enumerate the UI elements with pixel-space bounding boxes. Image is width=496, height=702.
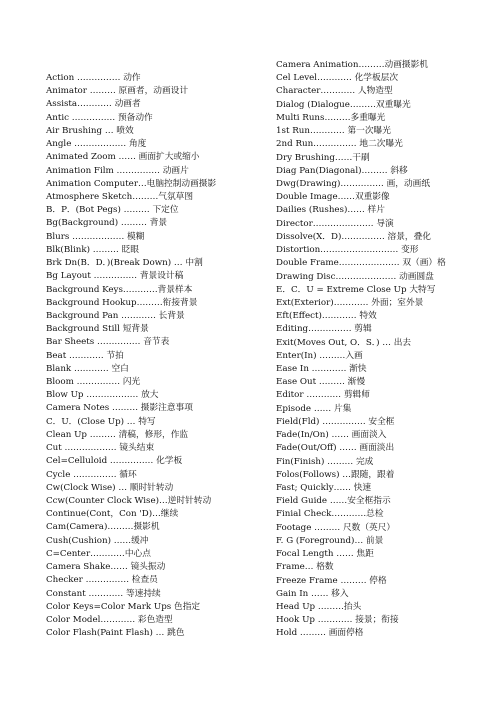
glossary-entry: Color Model………… 彩色造型 bbox=[46, 614, 173, 625]
glossary-entry: Director………………… 导演 bbox=[276, 218, 394, 229]
glossary-entry: Animation Computer…电脑控制动画摄影 bbox=[46, 178, 217, 189]
glossary-entry: Background Pan ………… 长背景 bbox=[46, 310, 185, 321]
glossary-entry: Eft(Effect)………… 特效 bbox=[276, 311, 377, 322]
glossary-entry: Cycle …………… 循环 bbox=[46, 469, 137, 480]
glossary-entry: Checker …………… 检查员 bbox=[46, 575, 158, 586]
glossary-entry: Background Hookup………衔接背景 bbox=[46, 297, 198, 308]
glossary-entry: Cel=Celluloid …………… 化学板 bbox=[46, 456, 183, 467]
glossary-entry: Clean Up ……… 清稿，修形，作监 bbox=[46, 429, 189, 440]
glossary-entry: 1st Run………… 第一次曝光 bbox=[276, 126, 391, 137]
glossary-entry: C．U．(Close Up) … 特写 bbox=[46, 416, 156, 427]
glossary-entry: Ease In ………… 渐快 bbox=[276, 364, 367, 375]
glossary-entry: Continue(Cont，Con 'D)…继续 bbox=[46, 509, 179, 520]
glossary-entry: Field Guide ……安全框指示 bbox=[276, 496, 391, 507]
glossary-entry: Background Keys…………背景样本 bbox=[46, 284, 193, 295]
glossary-entry: C=Center…………中心点 bbox=[46, 548, 151, 559]
glossary-entry: Blurs ……………… 模糊 bbox=[46, 231, 145, 242]
glossary-entry: B．P．(Bot Pegs) ……… 下定位 bbox=[46, 205, 179, 216]
glossary-entry: Action …………… 动作 bbox=[46, 73, 141, 83]
glossary-entry: Drawing Disc………………… 动画圆盘 bbox=[276, 271, 434, 282]
glossary-entry: Freeze Frame ……… 停格 bbox=[276, 575, 387, 586]
glossary-entry: Animator ……… 原画者，动画设计 bbox=[46, 86, 189, 97]
glossary-entry: Cw(Clock Wise) … 顺时针转动 bbox=[46, 482, 174, 493]
glossary-entry: Ext(Exterior)………… 外面；室外景 bbox=[276, 297, 424, 308]
glossary-entry: Atmosphere Sketch………气氛草图 bbox=[46, 191, 194, 202]
glossary-entry: Ccw(Counter Clock Wise)…逆时针转动 bbox=[46, 496, 212, 506]
glossary-entry: 2nd Run…………… 地二次曝光 bbox=[276, 139, 403, 150]
glossary-left-column bbox=[46, 72, 256, 640]
glossary-entry: Constant ………… 等速持续 bbox=[46, 588, 161, 599]
glossary-right-column bbox=[276, 59, 486, 641]
glossary-entry: Double Image……双重影像 bbox=[276, 192, 390, 203]
glossary-entry: Focal Length …… 焦距 bbox=[276, 549, 374, 560]
glossary-entry: Finial Check…………总检 bbox=[276, 509, 384, 520]
glossary-entry: Camera Animation………动画摄影机 bbox=[276, 60, 428, 70]
glossary-entry: Bg(Background) ……… 背景 bbox=[46, 218, 168, 229]
glossary-entry: Hook Up ………… 接景；衔接 bbox=[276, 615, 399, 626]
glossary-entry: Bar Sheets …………… 音节表 bbox=[46, 337, 170, 348]
glossary-entry: Camera Notes ……… 摄影注意事项 bbox=[46, 403, 193, 414]
glossary-entry: Editing…………… 剪辑 bbox=[276, 324, 372, 335]
glossary-entry: Camera Shake…… 镜头振动 bbox=[46, 562, 166, 573]
glossary-entry: Cut ……………… 镜头结束 bbox=[46, 443, 155, 454]
glossary-entry: Hold ……… 画面停格 bbox=[276, 628, 364, 639]
glossary-entry: Ease Out ……… 渐慢 bbox=[276, 377, 366, 388]
glossary-entry: Footage ……… 尺数（英尺） bbox=[276, 522, 396, 533]
glossary-entry: Animated Zoom …… 画面扩大或缩小 bbox=[46, 152, 200, 163]
glossary-entry: Head Up ………抬头 bbox=[276, 601, 362, 612]
glossary-entry: Gain In …… 移入 bbox=[276, 588, 349, 599]
glossary-entry: Folos(Follows) …跟随，跟着 bbox=[276, 469, 395, 480]
glossary-entry: Fast; Quickly…… 快速 bbox=[276, 483, 372, 493]
glossary-entry: Cush(Cushion) ……缓冲 bbox=[46, 535, 149, 546]
glossary-entry: Antic …………… 预备动作 bbox=[46, 112, 153, 123]
glossary-entry: Fin(Finish) ……… 完成 bbox=[276, 456, 374, 467]
glossary-entry: Color Keys=Color Mark Ups 色指定 bbox=[46, 601, 201, 612]
glossary-entry: Angle ……………… 角度 bbox=[46, 139, 147, 150]
glossary-entry: Assista………… 动画者 bbox=[46, 99, 141, 110]
glossary-entry: Dissolve(X．D)…………… 溶景，叠化 bbox=[276, 231, 431, 242]
glossary-entry: Multi Runs………多重曝光 bbox=[276, 112, 386, 123]
glossary-entry: Editor ………… 剪辑师 bbox=[276, 390, 370, 401]
glossary-entry: Character………… 人物造型 bbox=[276, 86, 393, 97]
glossary-entry: Beat ………… 节拍 bbox=[46, 350, 124, 361]
glossary-entry: Blank ………… 空白 bbox=[46, 363, 129, 374]
glossary-entry: Blow Up ……………… 放大 bbox=[46, 390, 159, 401]
glossary-entry: Cel Level………… 化学板层次 bbox=[276, 73, 399, 84]
glossary-entry: Bg Layout …………… 背景设计稿 bbox=[46, 271, 184, 282]
glossary-entry: Dwg(Drawing)…………… 画，动画纸 bbox=[276, 178, 431, 189]
glossary-entry: Animation Film …………… 动画片 bbox=[46, 165, 189, 176]
glossary-entry: Background Still 短背景 bbox=[46, 324, 149, 335]
glossary-entry: Blk(Blink) ……… 眨眼 bbox=[46, 244, 139, 255]
glossary-entry: Fade(Out/Off) …… 画面淡出 bbox=[276, 443, 395, 454]
glossary-entry: Episode …… 片集 bbox=[276, 403, 352, 414]
glossary-entry: Bloom …………… 闪光 bbox=[46, 377, 141, 388]
glossary-entry: Cam(Camera)………摄影机 bbox=[46, 522, 160, 533]
glossary-entry: F. G (Foreground)… 前景 bbox=[276, 535, 384, 546]
glossary-entry: Dailies (Rushes)…… 样片 bbox=[276, 205, 385, 216]
glossary-entry: Fade(In/On) …… 画面淡入 bbox=[276, 430, 387, 441]
glossary-entry: Field(Fld) …………… 安全框 bbox=[276, 416, 395, 427]
glossary-entry: Brk Dn(B．D．)(Break Down) … 中割 bbox=[46, 258, 203, 269]
glossary-entry: Distortion……………………… 变形 bbox=[276, 245, 419, 256]
glossary-entry: Diag Pan(Diagonal)……… 斜移 bbox=[276, 165, 408, 176]
glossary-entry: Exit(Moves Out, O．S．) … 出去 bbox=[276, 337, 412, 348]
glossary-entry: Air Brushing … 喷效 bbox=[46, 125, 134, 136]
glossary-entry: E．C．U = Extreme Close Up 大特写 bbox=[276, 284, 436, 295]
glossary-entry: Dry Brushing……干刷 bbox=[276, 152, 370, 163]
glossary-entry: Enter(In) ………入画 bbox=[276, 350, 363, 361]
glossary-entry: Double Frame………………… 双（画）格 bbox=[276, 258, 446, 269]
glossary-entry: Dialog (Dialogue………双重曝光 bbox=[276, 99, 411, 110]
glossary-entry: Frame… 格数 bbox=[276, 562, 334, 573]
glossary-entry: Color Flash(Paint Flash) … 跳色 bbox=[46, 628, 185, 639]
